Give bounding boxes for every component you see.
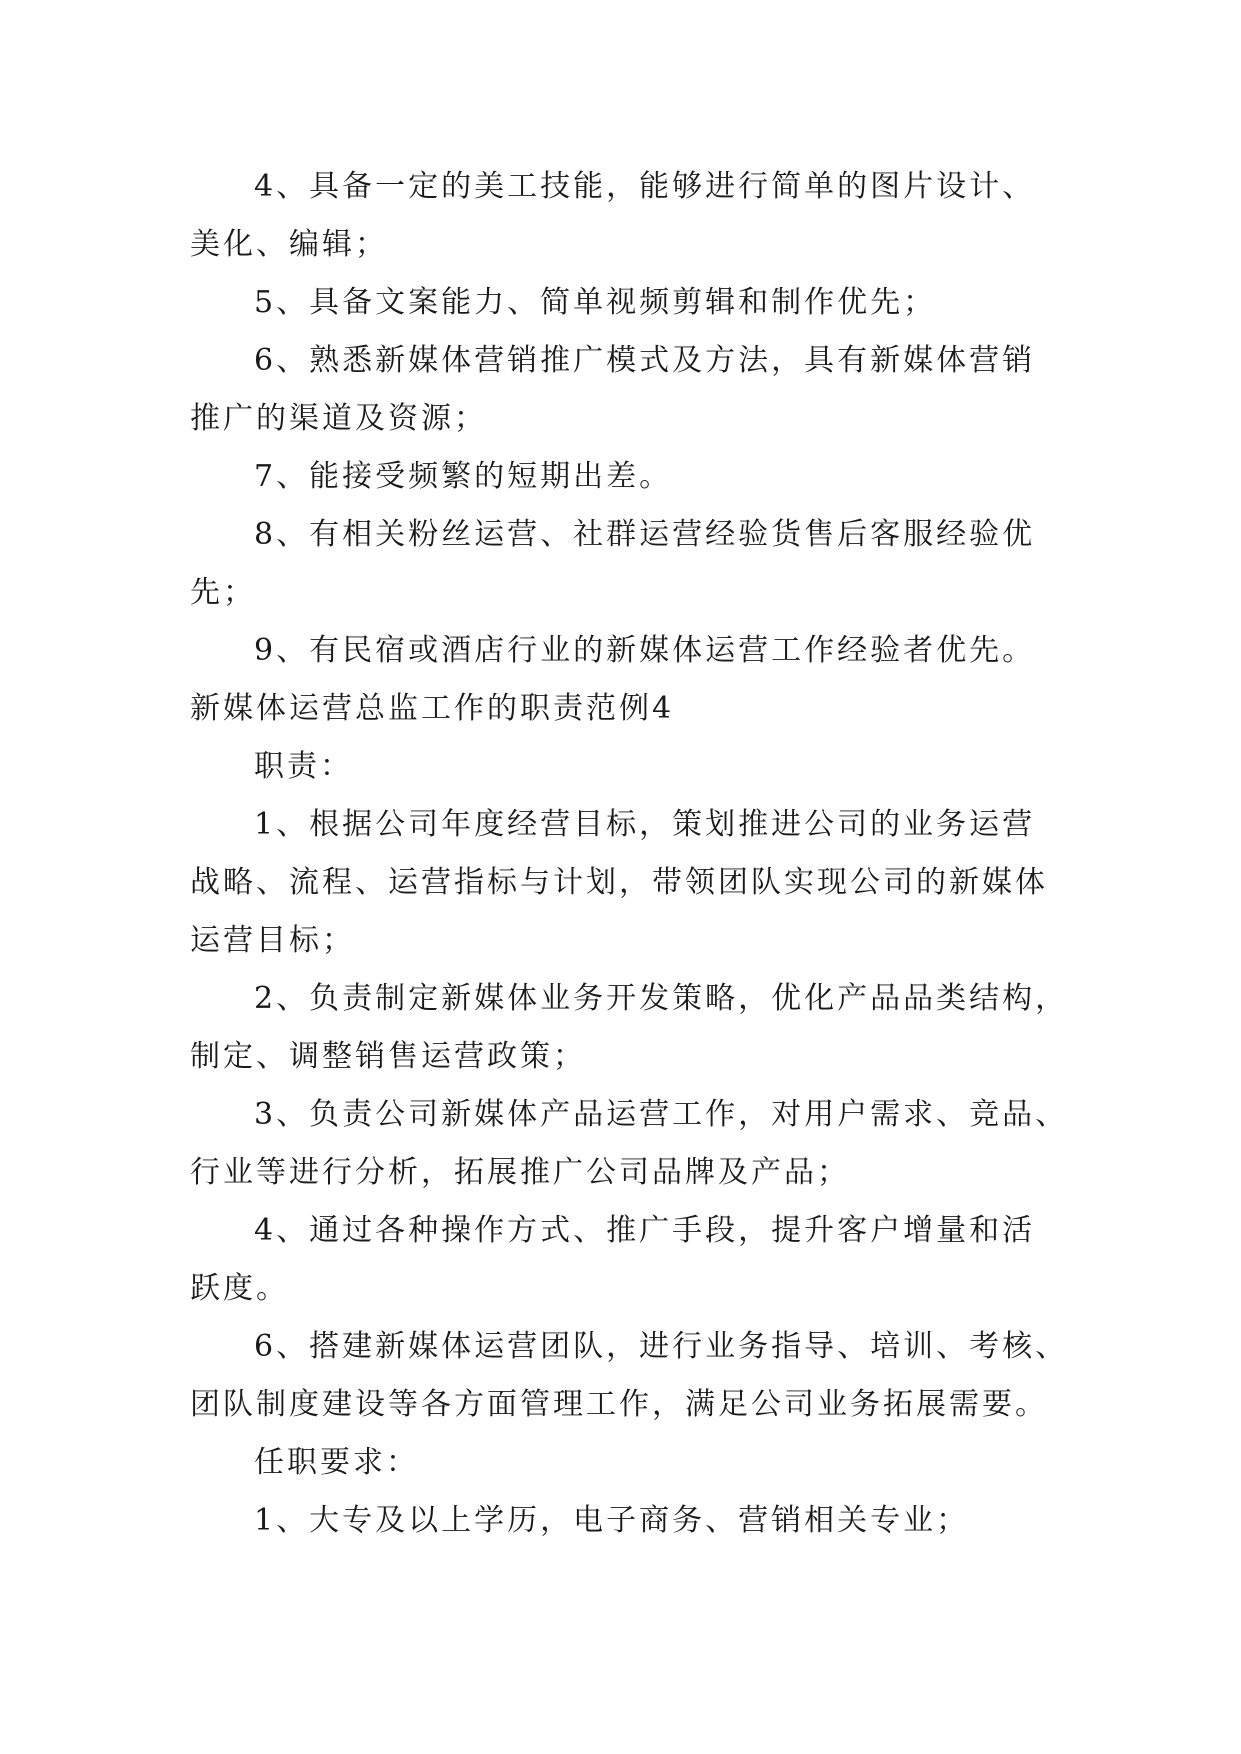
text-line: 1、根据公司年度经营目标，策划推进公司的业务运营 xyxy=(254,807,1036,842)
subsection-title: 任职要求： xyxy=(254,1445,419,1480)
text-line: 1、大专及以上学历，电子商务、营销相关专业； xyxy=(254,1503,970,1538)
section-title: 新媒体运营总监工作的职责范例4 xyxy=(190,691,675,726)
text-line: 先； xyxy=(190,575,256,610)
subsection-title: 职责： xyxy=(254,749,353,784)
text-line: 跃度。 xyxy=(190,1271,289,1306)
text-line: 5、具备文案能力、简单视频剪辑和制作优先； xyxy=(254,285,937,320)
text-line: 3、负责公司新媒体产品运营工作，对用户需求、竞品、 xyxy=(254,1097,1069,1132)
text-line: 团队制度建设等各方面管理工作，满足公司业务拓展需要。 xyxy=(190,1387,1048,1422)
text-line: 6、搭建新媒体运营团队，进行业务指导、培训、考核、 xyxy=(254,1329,1069,1364)
text-line: 运营目标； xyxy=(190,923,355,958)
text-line: 推广的渠道及资源； xyxy=(190,401,487,436)
text-line: 战略、流程、运营指标与计划，带领团队实现公司的新媒体 xyxy=(190,865,1048,900)
text-line: 4、具备一定的美工技能，能够进行简单的图片设计、 xyxy=(254,169,1036,204)
document-body xyxy=(190,158,1069,1550)
text-line: 6、熟悉新媒体营销推广模式及方法，具有新媒体营销 xyxy=(254,343,1036,378)
text-line: 7、能接受频繁的短期出差。 xyxy=(254,459,673,494)
text-line: 行业等进行分析，拓展推广公司品牌及产品； xyxy=(190,1155,850,1190)
text-line: 8、有相关粉丝运营、社群运营经验货售后客服经验优 xyxy=(254,517,1036,552)
text-line: 美化、编辑； xyxy=(190,227,388,262)
text-line: 9、有民宿或酒店行业的新媒体运营工作经验者优先。 xyxy=(254,633,1036,668)
text-line: 制定、调整销售运营政策； xyxy=(190,1039,586,1074)
text-line: 2、负责制定新媒体业务开发策略，优化产品品类结构， xyxy=(254,981,1069,1016)
text-line: 4、通过各种操作方式、推广手段，提升客户增量和活 xyxy=(254,1213,1036,1248)
